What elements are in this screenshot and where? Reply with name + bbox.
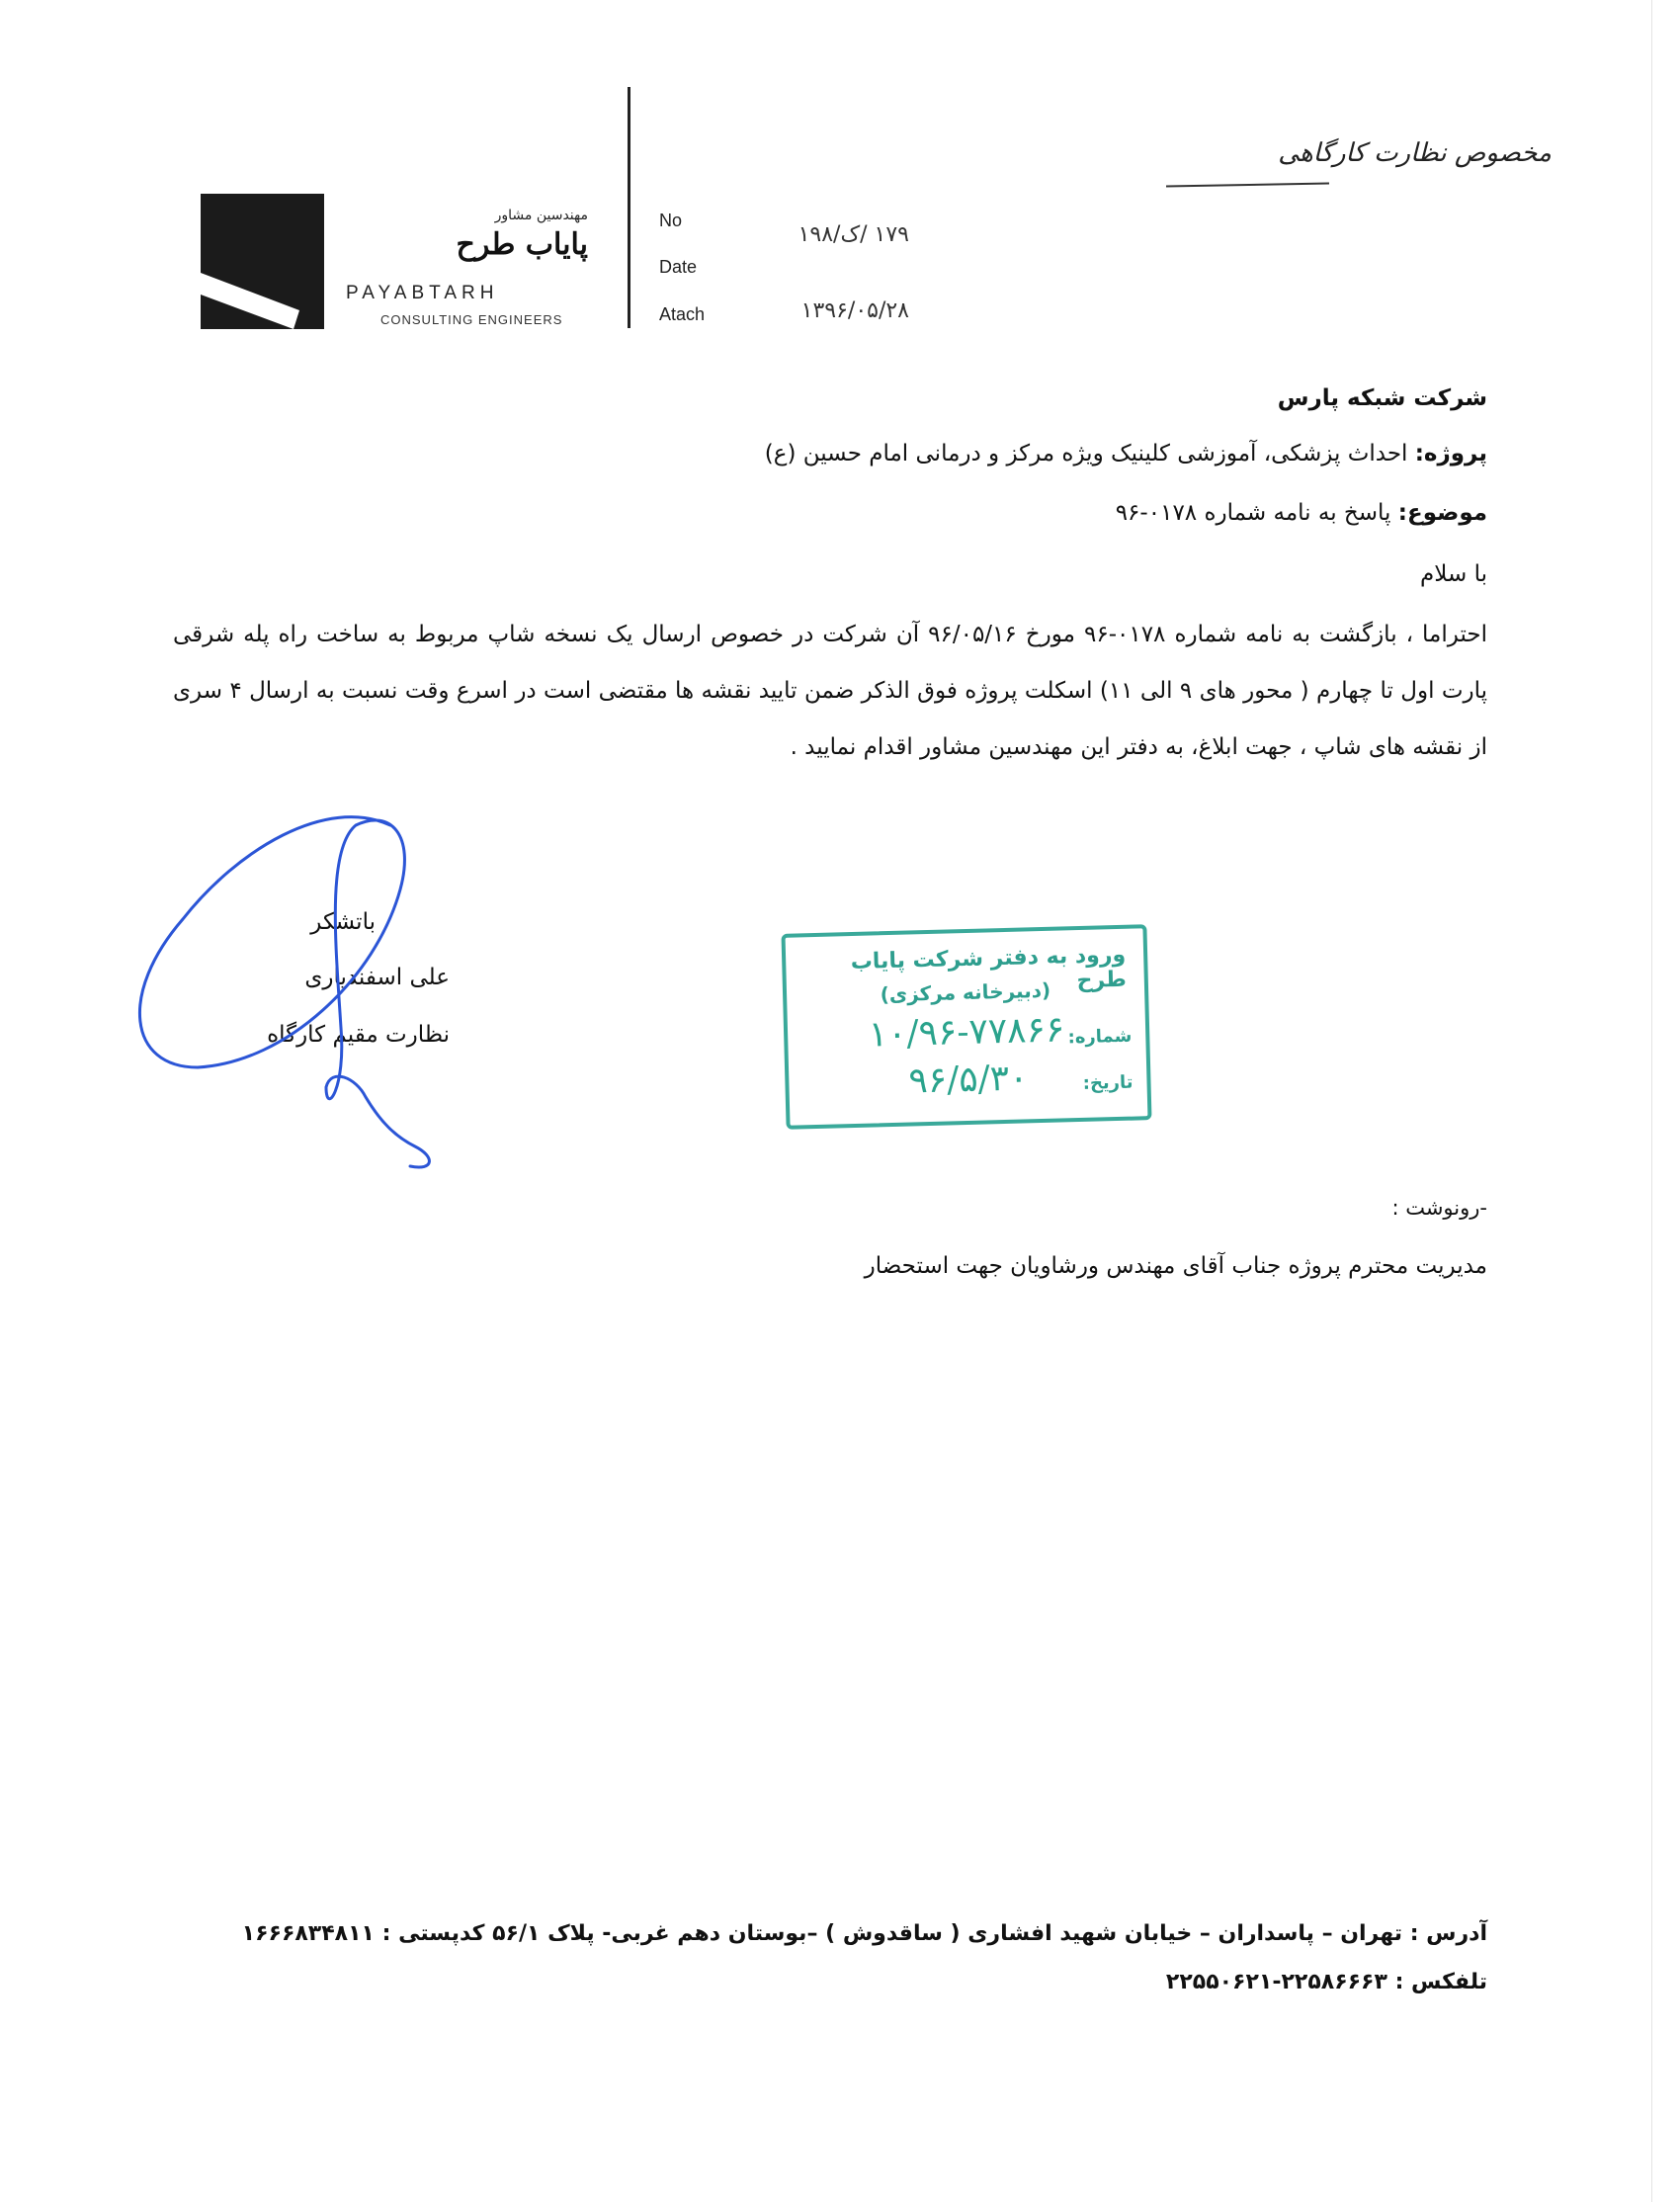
subject-line [1116,500,1487,526]
stamp-date-label: تاریخ: [1082,1071,1134,1094]
signature-title: نظارت مقیم کارگاه [267,1022,450,1048]
header-divider [628,87,630,328]
received-stamp [781,924,1151,1130]
project-label: پروژه: [1414,441,1487,466]
signature-thanks: باتشکر [310,909,376,935]
cc-text: مدیریت محترم پروژه جناب آقای مهندس ورشاویان جهت استحضار [864,1253,1487,1279]
stamp-subtitle: (دبیرخانه مرکزی) [880,977,1051,1007]
project-line [765,441,1487,466]
logo-fa-small: مهندسین مشاور [494,208,588,223]
company-logo-mark [201,194,324,329]
handwritten-title-text: مخصوص نظارت کارگاهی [1278,138,1552,168]
cc-label: -رونوشت : [1391,1196,1487,1220]
handwritten-title [1166,138,1552,198]
attach-label: Atach [659,304,706,324]
logo-en-subtitle: CONSULTING ENGINEERS [380,312,563,327]
recipient: شرکت شبکه پارس [1277,385,1487,411]
stamp-number-label: شماره: [1067,1025,1133,1049]
subject-label: موضوع: [1397,500,1487,526]
logo-fa-name: پایاب طرح [456,227,588,262]
date-label: Date [659,257,698,277]
letter-number: ۱۷۹ /ک/۱۹۸ [798,222,909,247]
stamp-date-value: ۹۶/۵/۳۰ [907,1058,1029,1102]
letter-date: ۱۳۹۶/۰۵/۲۸ [800,298,909,323]
project-text: احداث پزشکی، آموزشی کلینیک ویژه مرکز و درمانی امام حسین (ع) [764,441,1408,466]
handwritten-underline [1166,183,1329,188]
logo-en-name: PAYABTARH [346,283,499,303]
letter-body: احتراما ، بازگشت به نامه شماره ۰۱۷۸-۹۶ مورخ ۹۶/۰۵/۱۶ آن شرکت در خصوص ارسال یک نسخه شاپ مربوط به ساخت راه پله شرقی پارت اول تا چهارم ( محور های ۹ الی ۱۱) اسکلت پروژه فوق الذکر ضمن تایید نقشه ها مقتضی است در اسرع وقت نسبت به ارسال ۴ سری از نقشه های شاپ ، جهت ابلاغ، به دفتر این مهندسین مشاور اقدام نمایید . [173,622,1488,760]
no-label: No [659,211,683,230]
subject-text: پاسخ به نامه شماره ۰۱۷۸-۹۶ [1115,500,1391,526]
stamp-title: ورود به دفتر شرکت پایاب طرح [850,942,1128,994]
footer-address: آدرس : تهران – پاسداران – خیابان شهید افشاری ( ساقدوش ) –بوستان دهم غربی- پلاک ۵۶/۱ کدپستی : ۱۶۶۶۸۳۴۸۱۱ [241,1921,1487,1946]
footer-phone: تلفکس : ۲۲۵۸۶۶۶۳-۲۲۵۵۰۶۲۱ [1165,1970,1487,1994]
page-edge [1651,0,1652,2202]
stamp-number-value: ۱۰/۹۶-۷۷۸۶۶ [868,1009,1065,1056]
logo-mark-icon [201,194,324,329]
greeting: با سلام [1420,561,1487,587]
signature-name: علی اسفندیاری [304,965,450,990]
